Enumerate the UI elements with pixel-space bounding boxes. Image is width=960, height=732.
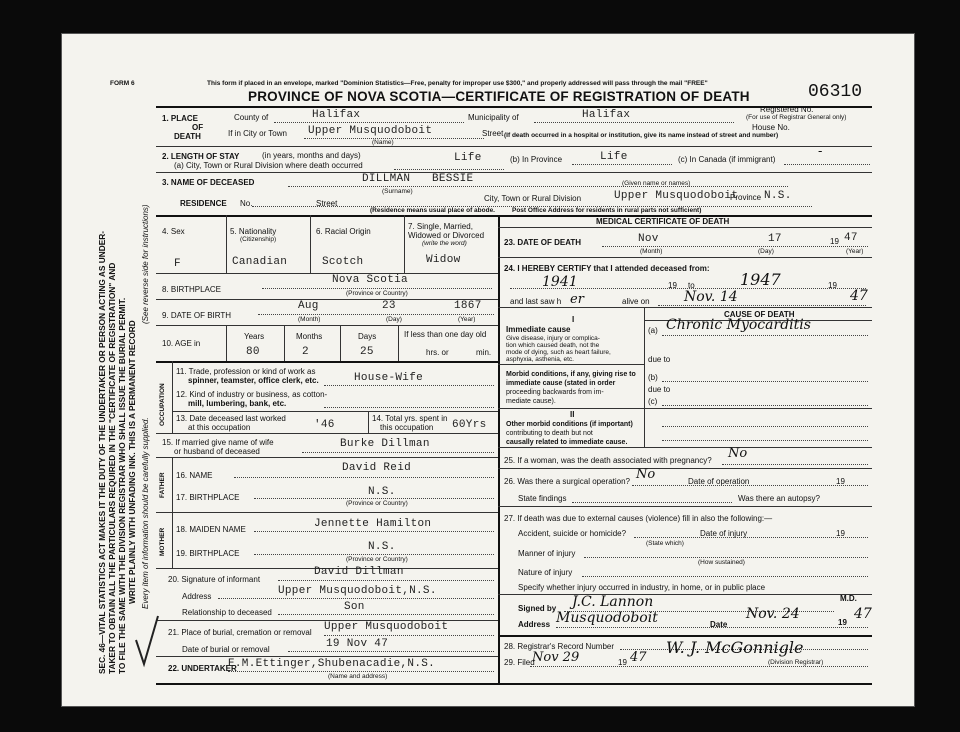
last-worked-label-1: 13. Date deceased last worked (176, 414, 286, 423)
morbid-desc-4: mediate cause). (506, 398, 556, 405)
pregnancy-line (722, 464, 868, 465)
rule-8 (172, 411, 498, 412)
rule-14 (156, 656, 498, 657)
rule-m7 (498, 468, 872, 469)
rule-9 (156, 433, 498, 434)
surgery-date-label: Date of operation (688, 477, 750, 486)
residence-province-label: Province (730, 193, 762, 202)
sex-label: 4. Sex (162, 227, 185, 236)
nature-label: Nature of injury (518, 568, 573, 577)
municipality-label: Municipality of (468, 113, 519, 122)
father-name-value: David Reid (342, 462, 412, 474)
age-days: 25 (360, 346, 374, 358)
stay-desc-2: (a) City, Town or Rural Division where death occurred (174, 161, 363, 170)
stay-canada-value: - (818, 144, 823, 159)
residence-city-value: Upper Musquodoboit (614, 190, 739, 202)
informant-address-label: Address (182, 592, 212, 601)
marital-value: Widow (426, 254, 461, 266)
trade-line (324, 385, 494, 386)
registered-no-label: Registered No. (760, 105, 814, 114)
mother-side-label: MOTHER (159, 527, 166, 556)
stay-province-value: Life (600, 151, 628, 163)
surgery-label: 26. Was there a surgical operation? (504, 477, 630, 486)
filed-date: Nov 29 (532, 650, 580, 665)
stay-province-label: (b) In Province (510, 155, 563, 164)
grid-v-age-1 (226, 325, 227, 361)
death-date-line (602, 246, 868, 247)
med-address-label: Address (518, 620, 551, 629)
hrs-label: hrs. or (426, 348, 449, 357)
manner-line (584, 557, 868, 558)
filed-label: 29. Filed (504, 658, 535, 667)
dob-label: 9. DATE OF BIRTH (162, 311, 232, 320)
surgery-line (632, 485, 868, 486)
morbid-desc-1: Morbid conditions, if any, giving rise to (506, 371, 636, 378)
father-name-label: 16. NAME (176, 471, 213, 480)
mother-birthplace-value: N.S. (368, 541, 396, 553)
specify-text: Specify whether injury occurred in industry, in home, or in public place (518, 583, 766, 592)
filed-year: 47 (630, 650, 647, 665)
age-days-label: Days (358, 332, 377, 341)
burial-place-label: 21. Place of burial, cremation or removal (168, 628, 312, 637)
reg-no-label: 28. Registrar's Record Number (504, 642, 615, 651)
mother-birthplace-label: 19. BIRTHPLACE (176, 549, 240, 558)
signed-value: J.C. Lannon (572, 594, 654, 610)
city-name-note: (Name) (372, 139, 394, 146)
rule-m2 (498, 257, 872, 258)
birthplace-label: 8. BIRTHPLACE (162, 285, 221, 294)
cause-a-label: (a) (648, 326, 658, 335)
filed-line (530, 666, 868, 667)
stay-city-line (394, 169, 504, 170)
cause-header: CAUSE OF DEATH (724, 310, 795, 319)
undertaker-value: E.M.Ettinger,Shubenacadie,N.S. (228, 658, 436, 670)
side-instructions-4: WRITE PLAINLY WITH UNFADING INK. THIS IS A PERMANENT RECORD (127, 320, 137, 604)
dob-line (258, 314, 494, 315)
state-which-note: (State which) (646, 540, 684, 547)
burial-place-value: Upper Musquodoboit (324, 621, 449, 633)
county-line (274, 122, 464, 123)
rule-m9 (498, 594, 872, 595)
mother-name-line (254, 531, 494, 532)
last-saw-label: and last saw h (510, 297, 562, 306)
dob-year: 1867 (454, 300, 482, 312)
sex-value: F (174, 258, 181, 270)
deceased-surname: DILLMAN (362, 173, 411, 185)
deceased-given: BESSIE (432, 173, 474, 185)
accident-label: Accident, suicide or homicide? (518, 529, 627, 538)
deceased-line (288, 186, 788, 187)
spouse-value: Burke Dillman (340, 438, 430, 450)
rule-1 (156, 146, 872, 147)
spouse-line (302, 452, 494, 453)
grid-v-age-3 (340, 325, 341, 361)
informant-name: David Dillman (314, 566, 404, 578)
street-label: Street (482, 129, 504, 138)
rule-m3 (498, 307, 872, 308)
attended-from: 1941 (542, 274, 578, 290)
attended-to: 1947 (740, 270, 781, 289)
nationality-note: (Citizenship) (240, 236, 277, 243)
stay-canada-line (784, 164, 870, 165)
father-birthplace-line (254, 498, 494, 499)
signed-label: Signed by (518, 604, 557, 613)
age-years: 80 (246, 346, 260, 358)
given-note: (Given name or names) (622, 180, 691, 187)
rule-2 (156, 172, 872, 173)
death-year: 47 (844, 232, 858, 244)
last-worked-label-2: at this occupation (188, 423, 251, 432)
min-label: min. (476, 348, 492, 357)
death-certificate (62, 34, 914, 706)
age-months: 2 (302, 346, 309, 358)
residence-note: (Residence means usual place of abode. (370, 207, 495, 214)
cause-c-line (662, 405, 868, 406)
rule-m10 (498, 635, 872, 637)
informant-address: Upper Musquodoboit,N.S. (278, 585, 437, 597)
nationality-value: Canadian (232, 256, 288, 268)
father-side-label: FATHER (159, 472, 166, 498)
death-year-19: 19 (830, 237, 839, 246)
specify-label (518, 583, 765, 592)
father-birthplace-value: N.S. (368, 486, 396, 498)
mail-notice: This form if placed in an envelope, marked "Dominion Statistics—Free, penalty for improper use $300," and properly addressed will pass through the mail "FREE" (207, 80, 708, 87)
rule-5 (156, 299, 498, 300)
other-line-1 (662, 426, 868, 427)
morbid-desc-3: proceeding backwards from im- (506, 389, 604, 396)
side-instructions-2: TAKER TO OBTAIN ALL THE PARTICULARS REQUIRED IN THE "CERTIFICATE OF REGISTRATION" AND (107, 262, 117, 674)
immediate-desc-2: tion which caused death, not the (506, 342, 600, 349)
certify-label: 24. I HEREBY CERTIFY that I attended deceased from: (504, 264, 710, 273)
death-date-label: 23. DATE OF DEATH (504, 238, 582, 247)
last-worked-value: '46 (314, 419, 335, 431)
industry-label-2: mill, lumbering, bank, etc. (188, 399, 287, 408)
death-month-note: (Month) (640, 248, 663, 255)
death-day: 17 (768, 233, 782, 245)
registered-no-note: (For use of Registrar General only) (746, 114, 847, 121)
dob-year-note: (Year) (458, 316, 476, 323)
med-date-year: 47 (854, 606, 872, 622)
industry-line (324, 407, 494, 408)
rule-10 (156, 457, 498, 458)
residence-city-label: City, Town or Rural Division (484, 194, 582, 203)
mother-birthplace-line (254, 554, 494, 555)
grid-v-father (172, 457, 173, 512)
findings-label: State findings (518, 494, 567, 503)
origin-label: 6. Racial Origin (316, 227, 371, 236)
marital-label-3: (write the word) (422, 240, 467, 247)
how-note: (How sustained) (698, 559, 745, 566)
injury-date-label: Date of injury (700, 529, 748, 538)
alive-line (658, 305, 866, 306)
trade-label-2: spinner, teamster, office clerk, etc. (188, 376, 319, 385)
death-year-note: (Year) (846, 248, 864, 255)
registrar-signature: W. J. McGonnigle (666, 638, 804, 657)
county-value: Halifax (312, 109, 361, 121)
grid-v-sex (226, 215, 227, 273)
other-roman: II (570, 410, 575, 419)
injury-19: 19 (836, 529, 845, 538)
residence-label: RESIDENCE (180, 199, 227, 208)
total-years-label-2: this occupation (380, 423, 434, 432)
municipality-line (534, 122, 734, 123)
informant-sig-label: 20. Signature of informant (168, 575, 261, 584)
cause-b-line (662, 381, 868, 382)
father-country-note: (Province or Country) (346, 500, 408, 507)
dob-month: Aug (298, 300, 319, 312)
registrar-note: (Division Registrar) (768, 659, 824, 666)
external-label: 27. If death was due to external causes (violence) fill in also the following:— (504, 514, 773, 523)
to-19: 19 (828, 281, 837, 290)
relationship-line (278, 614, 494, 615)
side-instructions-5: Every item of information should be carefully supplied. (141, 417, 150, 609)
relationship-value: Son (344, 601, 365, 613)
immediate-roman: I (572, 315, 575, 324)
pregnancy-label: 25. If a woman, was the death associated with pregnancy? (504, 456, 712, 465)
rule-m6 (498, 447, 872, 448)
spouse-label-1: 15. If married give name of wife (162, 438, 274, 447)
father-birthplace-label: 17. BIRTHPLACE (176, 493, 240, 502)
manner-label: Manner of injury (518, 549, 576, 558)
burial-date-value: 19 Nov 47 (326, 638, 389, 650)
grid-v-age-2 (284, 325, 285, 361)
pregnancy-value: No (728, 446, 748, 461)
burial-date-line (288, 651, 494, 652)
rule-11 (156, 512, 498, 513)
cause-a-value: Chronic Myocarditis (666, 317, 811, 333)
undertaker-line (228, 671, 494, 672)
surgery-value: No (636, 467, 656, 482)
trade-value: House-Wife (354, 372, 424, 384)
dob-day: 23 (382, 300, 396, 312)
alive-year: 47 (850, 288, 868, 304)
burial-place-line (324, 635, 494, 636)
md-label: M.D. (840, 594, 857, 603)
stay-canada-label: (c) In Canada (if immigrant) (678, 155, 776, 164)
rule-m4 (498, 364, 644, 365)
grid-v-cause (644, 307, 645, 447)
immediate-desc-4: asphyxia, asthenia, etc. (506, 356, 574, 363)
grid-v-age-4 (398, 325, 399, 361)
due-to-2: due to (648, 385, 671, 394)
alive-date: Nov. 14 (684, 289, 738, 305)
grid-v-occupation-2 (368, 411, 369, 433)
age-years-label: Years (244, 332, 265, 341)
alive-label: alive on (622, 297, 650, 306)
to-label: to (688, 281, 695, 290)
med-address-value: Musquodoboit (556, 610, 658, 626)
dob-day-note: (Day) (386, 316, 402, 323)
rule-4 (156, 273, 498, 274)
surname-note: (Surname) (382, 188, 413, 195)
nationality-label: 5. Nationality (230, 227, 277, 236)
residence-street-label: Street (316, 199, 338, 208)
father-name-line (234, 477, 494, 478)
marital-label-1: 7. Single, Married, (408, 222, 473, 231)
grid-v-occupation (172, 361, 173, 433)
occupation-side-label: OCCUPATION (159, 383, 166, 426)
stay-province-line (572, 164, 672, 165)
burial-date-label: Date of burial or removal (182, 645, 270, 654)
death-day-note: (Day) (758, 248, 774, 255)
informant-address-line (218, 598, 494, 599)
municipality-value: Halifax (582, 109, 631, 121)
autopsy-label: Was there an autopsy? (738, 494, 820, 503)
other-desc-3: causally related to immediate cause. (506, 439, 628, 446)
nature-line (582, 576, 868, 577)
rule-6 (156, 325, 498, 326)
industry-label-1: 12. Kind of industry or business, as cotton- (176, 390, 328, 399)
due-to-1: due to (648, 355, 671, 364)
city-line (304, 138, 484, 139)
other-desc-2: contributing to death but not (506, 430, 593, 437)
column-divider (498, 215, 500, 683)
surgery-19: 19 (836, 477, 845, 486)
filed-19: 19 (618, 658, 627, 667)
place-label-1: 1. PLACE (162, 114, 199, 123)
last-saw-suffix: er (570, 292, 584, 307)
med-date-label: Date (710, 620, 728, 629)
form-number: FORM 6 (110, 80, 135, 87)
side-instructions-3: TO FILE THE SAME WITH THE DIVISION REGISTRAR WHO SHALL ISSUE THE BURIAL PERMIT. (117, 297, 127, 674)
medical-header: MEDICAL CERTIFICATE OF DEATH (596, 217, 730, 226)
city-value: Upper Musquodoboit (308, 125, 433, 137)
rule-m5 (498, 408, 872, 409)
rule-m1 (498, 227, 872, 228)
stay-city-value: Life (454, 152, 482, 164)
mother-name-value: Jennette Hamilton (314, 518, 432, 530)
grid-v-nationality (310, 215, 311, 273)
immediate-title: Immediate cause (506, 325, 571, 334)
grid-v-origin (404, 215, 405, 273)
residence-no-label: No. (240, 199, 253, 208)
relationship-label: Relationship to deceased (182, 608, 272, 617)
rule-7 (156, 361, 498, 363)
accident-line (634, 537, 868, 538)
side-instructions-6: (See reverse side for instructions) (141, 204, 150, 324)
certificate-title: PROVINCE OF NOVA SCOTIA—CERTIFICATE OF REGISTRATION OF DEATH (248, 89, 750, 104)
stay-label: 2. LENGTH OF STAY (162, 152, 240, 161)
checkmark-icon (132, 612, 162, 672)
grid-v-mother (172, 512, 173, 568)
county-label: County of (234, 113, 269, 122)
trade-label-1: 11. Trade, profession or kind of work as (176, 367, 316, 376)
stay-desc-1: (in years, months and days) (262, 151, 361, 160)
spouse-label-2: or husband of deceased (174, 447, 260, 456)
deceased-label: 3. NAME OF DECEASED (162, 178, 255, 187)
death-month: Nov (638, 233, 659, 245)
age-label: 10. AGE in (162, 339, 201, 348)
cause-a-line (662, 335, 868, 336)
mother-country-note: (Province or Country) (346, 556, 408, 563)
residence-province-value: N.S. (764, 190, 792, 202)
morbid-desc-2: immediate cause (stated in order (506, 380, 616, 387)
age-months-label: Months (296, 332, 323, 341)
med-date-19: 19 (838, 618, 847, 627)
other-line-2 (662, 440, 868, 441)
birthplace-line (262, 288, 492, 289)
cause-c-label: (c) (648, 397, 658, 406)
from-19: 19 (668, 281, 677, 290)
place-label-2: OF (192, 123, 204, 132)
less-day-label: If less than one day old (404, 330, 487, 339)
hospital-note: (If death occurred in a hospital or institution, give its name instead of street and number) (504, 132, 779, 139)
other-desc-1: Other morbid conditions (if important) (506, 421, 633, 428)
place-label-3: DEATH (174, 132, 201, 141)
city-label: If in City or Town (228, 129, 287, 138)
rule-m8 (498, 506, 872, 507)
marital-label-2: Widowed or Divorced (408, 231, 485, 240)
findings-line (572, 502, 732, 503)
undertaker-note: (Name and address) (328, 673, 388, 680)
rule-bottom (156, 683, 872, 685)
med-date-value: Nov. 24 (746, 606, 800, 622)
birthplace-value: Nova Scotia (332, 274, 408, 286)
immediate-desc-3: mode of dying, such as heart failure, (506, 349, 611, 356)
residence-note-2: Post Office Address for residents in rural parts not sufficient) (512, 207, 702, 214)
med-address-line (556, 627, 868, 628)
immediate-desc-1: Give disease, injury or complica- (506, 335, 600, 342)
house-no-label: House No. (752, 123, 790, 132)
mother-name-label: 18. MAIDEN NAME (176, 525, 246, 534)
total-years-value: 60Yrs (452, 419, 487, 431)
cause-b-label: (b) (648, 373, 658, 382)
undertaker-label: 22. UNDERTAKER (168, 664, 237, 673)
informant-name-line (278, 580, 494, 581)
birthplace-note: (Province or Country) (346, 290, 408, 297)
total-years-label-1: 14. Total yrs. spent in (372, 414, 448, 423)
rule-3 (156, 215, 872, 217)
side-instructions-1: SEC. 46—VITAL STATISTICS ACT MAKES IT THE DUTY OF THE UNDERTAKER OR PERSON ACTING AS UNDER- (97, 231, 107, 674)
dob-month-note: (Month) (298, 316, 321, 323)
certificate-number: 06310 (808, 82, 863, 102)
origin-value: Scotch (322, 256, 364, 268)
